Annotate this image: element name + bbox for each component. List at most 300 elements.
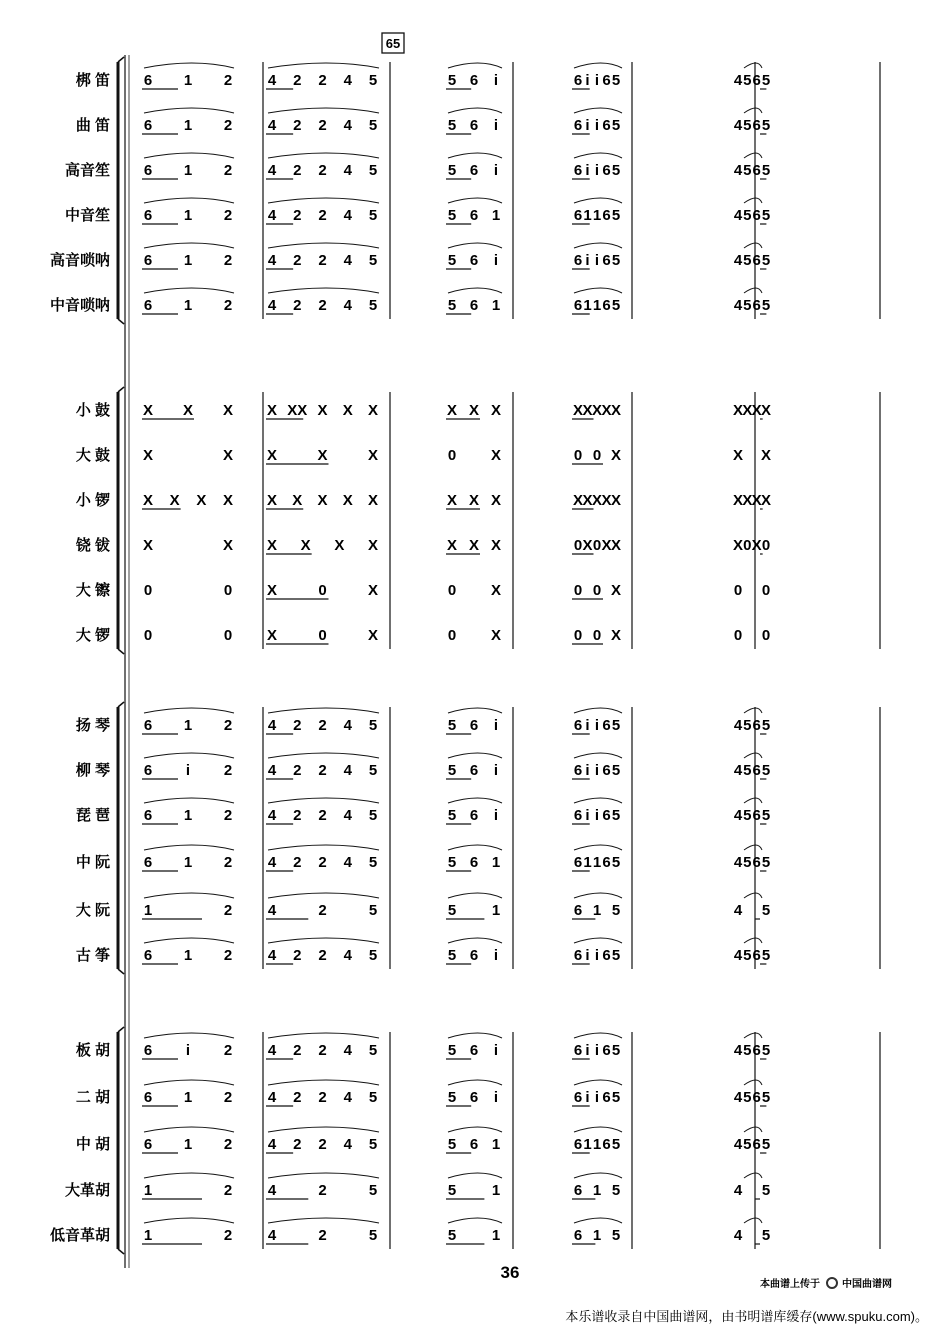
instrument-name: 曲 笛 xyxy=(75,117,110,134)
slur xyxy=(144,938,234,943)
slur xyxy=(574,1033,622,1038)
slur xyxy=(268,893,379,898)
note: 1 xyxy=(583,1136,592,1153)
instrument-name: 大 鼓 xyxy=(75,447,110,464)
note: 2 xyxy=(318,1042,327,1059)
note: X xyxy=(367,492,379,509)
note: X xyxy=(317,447,328,464)
note: i xyxy=(585,807,590,824)
instrument-name: 低音革胡 xyxy=(49,1227,110,1244)
slur xyxy=(744,1080,762,1085)
slur xyxy=(268,243,379,248)
note: 0 xyxy=(318,627,327,644)
note: 5 xyxy=(368,807,378,824)
note: 6 xyxy=(573,117,583,134)
note: 2 xyxy=(293,162,302,179)
note: X xyxy=(732,447,744,464)
note: X xyxy=(169,492,180,509)
site-logo-icon xyxy=(827,1278,837,1288)
note: 5 xyxy=(611,1042,621,1059)
note: i xyxy=(594,717,600,734)
slur xyxy=(574,1218,622,1223)
note: X xyxy=(732,537,744,554)
note: 1 xyxy=(143,1227,153,1244)
note: X xyxy=(266,627,278,644)
slur xyxy=(144,1173,234,1178)
note: 5 xyxy=(368,902,378,919)
note: 6 xyxy=(573,717,583,734)
note: X xyxy=(266,402,278,419)
note: i xyxy=(493,117,499,134)
note: 5 xyxy=(447,762,457,779)
note: X xyxy=(751,402,762,419)
note: X xyxy=(760,402,772,419)
note: 4 xyxy=(733,902,743,919)
slur xyxy=(574,288,622,293)
note: 6 xyxy=(752,252,761,269)
note: 5 xyxy=(368,117,378,134)
note: 0 xyxy=(573,537,583,554)
note: 4 xyxy=(343,297,352,314)
instrument-name: 小 锣 xyxy=(75,492,110,509)
note: i xyxy=(493,807,499,824)
note: 6 xyxy=(143,717,153,734)
note: 2 xyxy=(318,162,327,179)
slur xyxy=(574,243,622,248)
note: 6 xyxy=(143,252,153,269)
slur xyxy=(448,288,502,293)
note: 6 xyxy=(602,762,611,779)
slur xyxy=(268,845,379,850)
note: 6 xyxy=(573,297,583,314)
note: 4 xyxy=(267,72,277,89)
note: 1 xyxy=(592,1136,602,1153)
note: 1 xyxy=(183,252,193,269)
note: 6 xyxy=(573,807,583,824)
note: 5 xyxy=(368,207,378,224)
note: 6 xyxy=(602,717,611,734)
note: i xyxy=(585,717,590,734)
note: 4 xyxy=(733,762,743,779)
slur xyxy=(744,1173,762,1178)
note: 1 xyxy=(183,207,193,224)
slur xyxy=(574,63,622,68)
note: 6 xyxy=(752,72,761,89)
note: 4 xyxy=(267,947,277,964)
note: 0 xyxy=(592,537,602,554)
note: i xyxy=(493,1042,499,1059)
note: 6 xyxy=(573,72,583,89)
note: 6 xyxy=(143,117,153,134)
note: i xyxy=(585,252,590,269)
note: 2 xyxy=(318,117,327,134)
slur xyxy=(448,108,502,113)
slur xyxy=(744,63,762,68)
note: i xyxy=(594,72,600,89)
note: 6 xyxy=(573,1136,583,1153)
note: 1 xyxy=(592,207,602,224)
note: X xyxy=(266,447,278,464)
note: X xyxy=(610,627,622,644)
note: 4 xyxy=(733,252,743,269)
note: 5 xyxy=(743,1089,752,1106)
instrument-name: 大 锣 xyxy=(75,627,110,644)
note: 6 xyxy=(573,207,583,224)
note: 2 xyxy=(318,1182,327,1199)
slur xyxy=(448,198,502,203)
note: 6 xyxy=(752,762,761,779)
note: i xyxy=(594,1042,600,1059)
note: 6 xyxy=(143,297,153,314)
note: 5 xyxy=(611,72,621,89)
note: 5 xyxy=(611,947,621,964)
note: i xyxy=(585,117,590,134)
note: 5 xyxy=(611,762,621,779)
note: 2 xyxy=(223,762,233,779)
note: 5 xyxy=(761,1227,771,1244)
note: 2 xyxy=(293,854,302,871)
note: 0 xyxy=(223,582,233,599)
note: X xyxy=(367,627,379,644)
note: 6 xyxy=(602,117,611,134)
slur xyxy=(144,288,234,293)
note: 5 xyxy=(743,947,752,964)
slur xyxy=(144,63,234,68)
note: X xyxy=(142,402,154,419)
note: X xyxy=(610,402,622,419)
note: 5 xyxy=(761,854,771,871)
note: 5 xyxy=(611,1089,621,1106)
instrument-name: 大革胡 xyxy=(64,1182,110,1199)
note: 2 xyxy=(223,1136,233,1153)
note: 5 xyxy=(368,1227,378,1244)
note: X xyxy=(490,492,502,509)
note: 6 xyxy=(752,117,761,134)
note: 2 xyxy=(293,1089,302,1106)
slur xyxy=(574,198,622,203)
note: 5 xyxy=(447,807,457,824)
slur xyxy=(144,153,234,158)
slur xyxy=(744,198,762,203)
slur xyxy=(268,1173,379,1178)
note: 6 xyxy=(752,1089,761,1106)
note: 5 xyxy=(743,762,752,779)
note: 4 xyxy=(343,72,352,89)
note: 6 xyxy=(469,117,479,134)
slur xyxy=(744,1033,762,1038)
note: 5 xyxy=(761,207,771,224)
note: 5 xyxy=(743,1042,752,1059)
note: i xyxy=(585,162,590,179)
note: 2 xyxy=(318,297,327,314)
note: 2 xyxy=(318,207,327,224)
note: 0 xyxy=(143,627,153,644)
slur xyxy=(268,798,379,803)
note: 5 xyxy=(368,252,378,269)
note: X xyxy=(468,402,480,419)
note: X xyxy=(222,492,234,509)
note: 6 xyxy=(143,72,153,89)
note: 2 xyxy=(223,1089,233,1106)
note: 2 xyxy=(223,297,233,314)
note: 6 xyxy=(573,854,583,871)
note: 2 xyxy=(223,72,233,89)
slur xyxy=(144,1033,234,1038)
note: X xyxy=(591,402,603,419)
note: 5 xyxy=(368,947,378,964)
note: 2 xyxy=(293,72,302,89)
note: 5 xyxy=(611,717,621,734)
note: i xyxy=(585,762,590,779)
note: i xyxy=(585,1042,590,1059)
note: 2 xyxy=(318,717,327,734)
note: 6 xyxy=(573,1089,583,1106)
note: 5 xyxy=(368,72,378,89)
note: 4 xyxy=(343,207,352,224)
note: X xyxy=(751,492,762,509)
slur xyxy=(574,753,622,758)
note: 6 xyxy=(602,1136,611,1153)
note: X xyxy=(610,537,622,554)
note: 6 xyxy=(752,162,761,179)
note: 6 xyxy=(469,72,479,89)
note: 2 xyxy=(318,252,327,269)
note: i xyxy=(185,1042,191,1059)
note: X xyxy=(601,492,612,509)
note: 4 xyxy=(267,807,277,824)
note: 4 xyxy=(343,1042,352,1059)
note: 6 xyxy=(143,762,153,779)
note: 4 xyxy=(733,72,743,89)
note: X xyxy=(732,492,744,509)
slur xyxy=(448,938,502,943)
note: 5 xyxy=(611,854,621,871)
note: 5 xyxy=(743,854,752,871)
note: 5 xyxy=(447,717,457,734)
note: 2 xyxy=(293,207,302,224)
note: 0 xyxy=(223,627,233,644)
instrument-name: 大 镲 xyxy=(75,582,110,599)
note: 5 xyxy=(368,762,378,779)
note: 4 xyxy=(733,1182,743,1199)
note: 5 xyxy=(611,162,621,179)
slur xyxy=(268,1127,379,1132)
note: 0 xyxy=(733,627,743,644)
note: 4 xyxy=(267,207,277,224)
note: XX xyxy=(287,402,308,419)
note: 4 xyxy=(267,902,277,919)
slur xyxy=(144,893,234,898)
note: 2 xyxy=(318,1089,327,1106)
note: X xyxy=(266,492,278,509)
note: 5 xyxy=(761,807,771,824)
slur xyxy=(448,153,502,158)
note: 6 xyxy=(573,1182,583,1199)
slur xyxy=(744,108,762,113)
note: 5 xyxy=(761,1089,771,1106)
note: X xyxy=(367,537,379,554)
note: 5 xyxy=(611,902,621,919)
note: 2 xyxy=(293,807,302,824)
note: 5 xyxy=(743,717,752,734)
note: i xyxy=(493,717,499,734)
note: X xyxy=(572,402,584,419)
note: X xyxy=(222,447,234,464)
slur xyxy=(268,288,379,293)
slur xyxy=(574,1127,622,1132)
note: 1 xyxy=(183,1136,193,1153)
note: 6 xyxy=(573,1227,583,1244)
note: 5 xyxy=(447,902,457,919)
note: 1 xyxy=(592,902,602,919)
note: 4 xyxy=(343,762,352,779)
note: i xyxy=(493,947,499,964)
note: X xyxy=(292,492,303,509)
instrument-name: 古 筝 xyxy=(75,947,110,964)
note: X xyxy=(300,537,311,554)
note: 0 xyxy=(761,582,771,599)
note: X xyxy=(490,402,502,419)
note: 6 xyxy=(752,297,761,314)
note: 6 xyxy=(143,947,153,964)
note: 4 xyxy=(733,117,743,134)
note: 4 xyxy=(267,717,277,734)
note: X xyxy=(222,402,234,419)
note: 4 xyxy=(267,1042,277,1059)
note: 1 xyxy=(592,297,602,314)
note: 5 xyxy=(447,252,457,269)
note: 6 xyxy=(143,807,153,824)
slur xyxy=(144,753,234,758)
note: 4 xyxy=(343,117,352,134)
note: 5 xyxy=(368,1089,378,1106)
slur xyxy=(448,1033,502,1038)
note: 4 xyxy=(267,1089,277,1106)
note: 1 xyxy=(491,207,501,224)
note: 1 xyxy=(491,1136,501,1153)
note: X xyxy=(490,537,502,554)
slur xyxy=(448,243,502,248)
slur xyxy=(744,288,762,293)
slur xyxy=(744,1218,762,1223)
slur xyxy=(744,243,762,248)
note: 4 xyxy=(733,1089,743,1106)
note: i xyxy=(493,252,499,269)
note: 1 xyxy=(183,297,193,314)
slur xyxy=(744,153,762,158)
note: 0 xyxy=(733,582,743,599)
note: 6 xyxy=(752,717,761,734)
note: 6 xyxy=(143,162,153,179)
note: 5 xyxy=(611,1227,621,1244)
slur xyxy=(144,845,234,850)
note: i xyxy=(594,947,600,964)
note: 0 xyxy=(573,582,583,599)
note: 1 xyxy=(592,1227,602,1244)
slur xyxy=(144,708,234,713)
note: 0 xyxy=(592,627,602,644)
note: 1 xyxy=(583,854,592,871)
slur xyxy=(268,1080,379,1085)
note: X xyxy=(142,537,154,554)
note: i xyxy=(185,762,191,779)
note: X xyxy=(751,537,762,554)
note: X xyxy=(367,402,379,419)
instrument-name: 高音唢呐 xyxy=(49,252,110,269)
note: 5 xyxy=(761,72,771,89)
note: 4 xyxy=(343,807,352,824)
note: X xyxy=(610,492,622,509)
note: 2 xyxy=(223,854,233,871)
note: 4 xyxy=(267,162,277,179)
note: X xyxy=(582,402,593,419)
note: X xyxy=(317,492,328,509)
note: 5 xyxy=(611,252,621,269)
note: 2 xyxy=(293,1136,302,1153)
slur xyxy=(268,753,379,758)
slur xyxy=(144,108,234,113)
note: 6 xyxy=(469,297,479,314)
note: 5 xyxy=(761,162,771,179)
page-number: 36 xyxy=(500,1263,520,1282)
note: 4 xyxy=(343,854,352,871)
note: 4 xyxy=(267,252,277,269)
note: 5 xyxy=(611,1136,621,1153)
note: 6 xyxy=(469,1089,479,1106)
footer-source-note: 本乐谱收录自中国曲谱网，由书明谱库缓存(www.spuku.com)。 xyxy=(565,1309,928,1324)
note: 4 xyxy=(343,947,352,964)
note: 0 xyxy=(447,582,457,599)
instrument-name: 琵 琶 xyxy=(75,807,110,824)
note: 5 xyxy=(761,947,771,964)
note: X xyxy=(367,447,379,464)
note: X xyxy=(601,402,612,419)
note: 2 xyxy=(318,947,327,964)
score-systems xyxy=(50,55,880,1268)
note: 1 xyxy=(183,807,193,824)
note: i xyxy=(585,72,590,89)
note: 2 xyxy=(293,252,302,269)
note: 2 xyxy=(318,854,327,871)
slur xyxy=(268,63,379,68)
slur xyxy=(448,1173,502,1178)
note: 6 xyxy=(469,252,479,269)
note: 5 xyxy=(611,807,621,824)
note: 2 xyxy=(318,762,327,779)
note: 6 xyxy=(469,207,479,224)
note: 1 xyxy=(143,1182,153,1199)
note: 5 xyxy=(368,1136,378,1153)
slur xyxy=(574,1080,622,1085)
note: 6 xyxy=(143,1136,153,1153)
note: 6 xyxy=(752,1136,761,1153)
note: 2 xyxy=(293,1042,302,1059)
note: 4 xyxy=(733,297,743,314)
slur xyxy=(144,1080,234,1085)
note: 2 xyxy=(223,117,233,134)
instrument-name: 大 阮 xyxy=(75,902,110,919)
note: 6 xyxy=(469,947,479,964)
note: 1 xyxy=(183,854,193,871)
slur xyxy=(144,1218,234,1223)
note: 6 xyxy=(143,207,153,224)
slur xyxy=(574,153,622,158)
note: X xyxy=(367,582,379,599)
note: 5 xyxy=(447,1042,457,1059)
slur xyxy=(268,708,379,713)
note: 1 xyxy=(583,207,592,224)
note: 5 xyxy=(611,1182,621,1199)
